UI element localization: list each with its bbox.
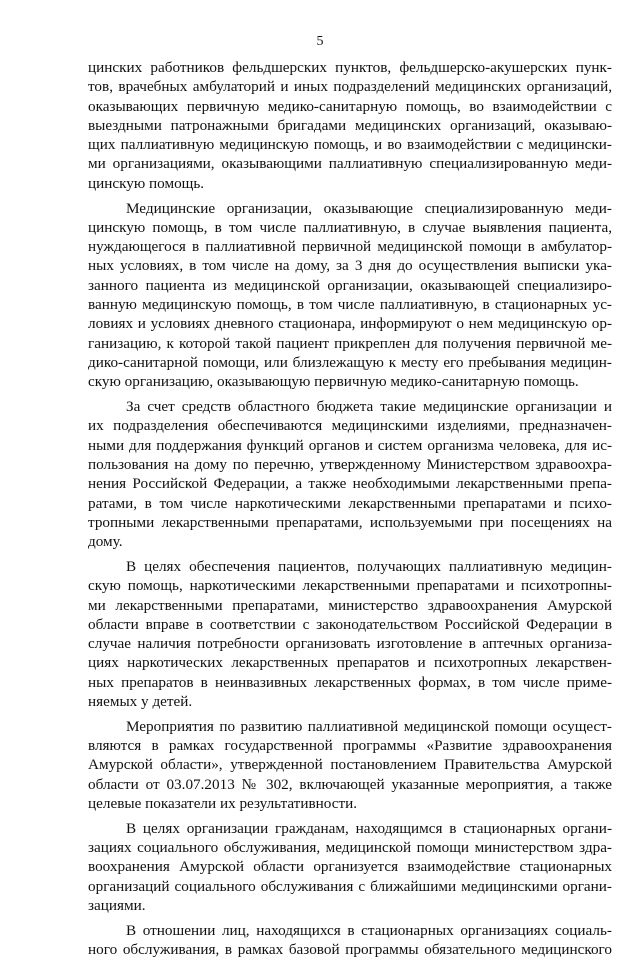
text-line: ми организациями, оказывающими паллиативную специализированную меди- bbox=[88, 155, 612, 173]
text-line: ми лекарственными препаратами, министерство здравоохранения Амурской bbox=[88, 596, 612, 614]
paragraph bbox=[88, 58, 612, 193]
text-line: ратами, в том числе наркотическими лекарственными препаратами и психо- bbox=[88, 494, 612, 512]
text-line: вляются в рамках государственной программы «Развитие здравоохранения bbox=[88, 737, 612, 755]
text-line: зациями. bbox=[88, 896, 146, 914]
text-line: ловиях и условиях дневного стационара, информируют о нем медицинскую ор- bbox=[88, 315, 612, 333]
paragraph bbox=[88, 819, 612, 915]
text-line: В целях обеспечения пациентов, получающих паллиативную медицин- bbox=[126, 557, 612, 575]
paragraph bbox=[88, 199, 612, 392]
paragraph bbox=[88, 717, 612, 813]
text-line: оказывающих первичную медико-санитарную помощь, во взаимодействии с bbox=[88, 97, 612, 115]
text-line: скую помощь, наркотическими лекарственными препаратами и психотропны- bbox=[88, 577, 612, 595]
text-line: зациях социального обслуживания, медицинской помощи министерством здра- bbox=[88, 839, 612, 857]
text-line: щих паллиативную медицинскую помощь, и во взаимодействии с медицински- bbox=[88, 136, 612, 154]
text-line: Мероприятия по развитию паллиативной медицинской помощи осущест- bbox=[126, 717, 612, 735]
text-line: организаций социального обслуживания с ближайшими медицинскими органи- bbox=[88, 877, 612, 895]
text-line: ных препаратов в неинвазивных лекарственных формах, в том числе приме- bbox=[88, 673, 612, 691]
text-line: В отношении лиц, находящихся в стационарных организациях социаль- bbox=[126, 921, 612, 939]
text-line: дико-санитарной помощи, или близлежащую к месту его пребывания медицин- bbox=[88, 353, 612, 371]
paragraph bbox=[88, 397, 612, 551]
text-line: дому. bbox=[88, 533, 123, 551]
text-line: Амурской области», утвержденной постановлением Правительства Амурской bbox=[88, 756, 612, 774]
paragraph bbox=[88, 921, 612, 960]
document-body bbox=[88, 58, 612, 965]
text-line: ванную медицинскую помощь, в том числе паллиативную, в стационарных ус- bbox=[88, 296, 612, 314]
text-line: Медицинские организации, оказывающие специализированную меди- bbox=[126, 199, 612, 217]
text-line: ного обслуживания, в рамках базовой программы обязательного медицинского bbox=[88, 941, 612, 959]
text-line: их подразделения обеспечиваются медицинскими изделиями, предназначен- bbox=[88, 417, 612, 435]
text-line: воохранения Амурской области организуется взаимодействие стационарных bbox=[88, 858, 612, 876]
text-line: занного пациента из медицинской организации, оказывающей специализиро- bbox=[88, 276, 612, 294]
text-line: ганизацию, к которой такой пациент прикреплен для получения первичной ме- bbox=[88, 334, 612, 352]
paragraph bbox=[88, 557, 612, 711]
text-line: цинскую помощь, в том числе паллиативную, в случае выявления пациента, bbox=[88, 218, 612, 236]
text-line: тропными лекарственными препаратами, используемыми при посещениях на bbox=[88, 513, 612, 531]
text-line: целевые показатели их результативности. bbox=[88, 794, 358, 812]
text-line: тов, врачебных амбулаторий и иных подразделений медицинских организаций, bbox=[88, 78, 612, 96]
text-line: цинскую помощь. bbox=[88, 174, 205, 192]
text-line: За счет средств областного бюджета такие медицинские организации и bbox=[126, 398, 612, 416]
text-line: циях наркотических лекарственных препаратов и психотропных лекарствен- bbox=[88, 654, 612, 672]
text-line: нуждающегося в паллиативной первичной медицинской помощи в амбулатор- bbox=[88, 238, 612, 256]
text-line: выездными патронажными бригадами медицинских организаций, оказываю- bbox=[88, 116, 612, 134]
text-line: случае наличия потребности организовать изготовление в аптечных организа- bbox=[88, 635, 612, 653]
text-line: нения Российской Федерации, а также необходимыми лекарственными препа- bbox=[88, 475, 612, 493]
text-line: области от 03.07.2013 № 302, включающей указанные мероприятия, а также bbox=[88, 775, 612, 793]
text-line: няемых у детей. bbox=[88, 693, 193, 710]
text-line: области вправе в соответствии с законодательством Российской Федерации в bbox=[88, 615, 612, 633]
text-line: ных условиях, в том числе на дому, за 3 дня до осуществления выписки ука- bbox=[88, 257, 612, 275]
text-line: ными для поддержания функций органов и систем организма человека, для ис- bbox=[88, 436, 612, 454]
text-line: В целях организации гражданам, находящимся в стационарных органи- bbox=[126, 819, 612, 837]
text-line: пользования на дому по перечню, утвержденному Министерством здравоохра- bbox=[88, 455, 612, 473]
text-line: скую организацию, оказывающую первичную медико-санитарную помощь. bbox=[88, 373, 579, 391]
page-number: 5 bbox=[316, 34, 324, 49]
text-line: цинских работников фельдшерских пунктов, фельдшерско-акушерских пунк- bbox=[88, 59, 612, 76]
